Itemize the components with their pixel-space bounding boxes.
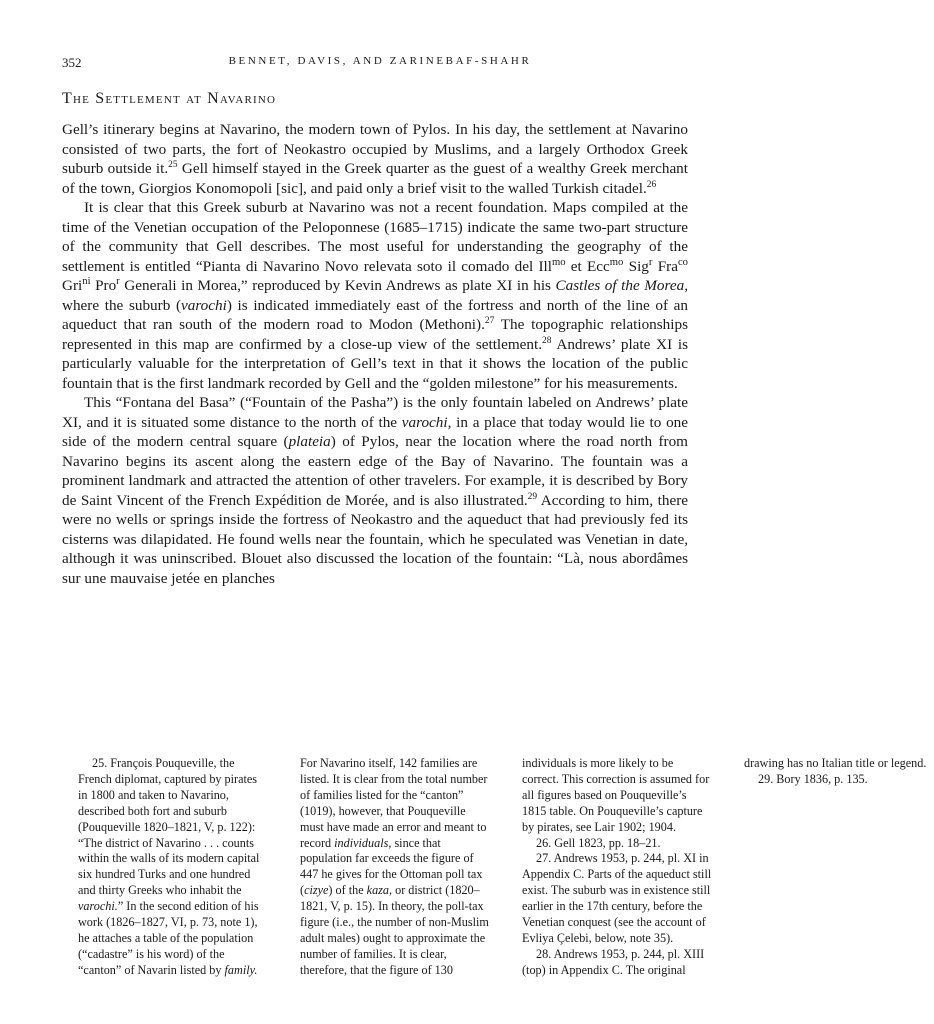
footnote-ref: 25	[168, 159, 178, 170]
footnote-ref: 29	[527, 491, 538, 502]
footnotes	[78, 756, 927, 981]
body-text	[62, 120, 688, 588]
footnote-ref: 28	[542, 335, 552, 346]
section-title: The Settlement at Navarino	[62, 90, 277, 107]
body-paragraph: It is clear that this Greek suburb at Navarino was not a recent foundation. Maps compiled at the time of the Venetian occupation of the Peloponnese (1685–1715) indicate the same two-part structure of the community that Gell describes. The most useful for understanding the geography of the settlement is entitled “Pianta di Navarino Novo relevata soto il comado del Ill$^{mo}$ et Ecc$^{mo}$ Sig$^r$ Fra$^{co}$ Gri$^{ni}$ Pro$^r$ Generali in Morea,” reproduced by Kevin Andrews as plate XI in his Castles of the Morea, where the suburb (varochi) is indicated immediately east of the fortress and north of the line of an aqueduct that ran south of the modern road to Modon (Methoni).$^{27}$ The topographic relationships represented in this map are confirmed by a close-up view of the settlement.$^{28}$ Andrews’ plate XI is particularly valuable for the interpretation of Gell’s text in that it shows the location of the public fountain that is the first landmark recorded by Gell and the “golden milestone” for his measurements.	[62, 199, 689, 392]
footnote-ref: 26	[646, 179, 657, 190]
footnote-25: 25. François Pouqueville, the French diplomat, captured by pirates in 1800 and taken to Navarino, described both fort and suburb (Pouqueville 1820–1821, V, p. 122): “The district of Navarino . . . counts within the walls of its modern capital six hundred Turks and one hundred and thirty Greeks who inhabit the varochi.” In the second edition of his work (1826–1827, VI, p. 73, note 1), he attaches a table of the population (“cadastre” is his word) of the “canton” of Navarin listed by family. For Navarino itself, 142 families are listed. It is clear from the total number of families listed for the “canton” (1019), however, that Pouqueville must have made an error and meant to record individuals, since that population far exceeds the figure of 447 he gives for the Ottoman poll tax (cizye) of the kaza, or district (1820–1821, V, p. 15). In theory, the poll-tax figure (i.e., the number of non-Muslim adult males) ought to approximate the number of families. It is clear, therefore, that the figure of 130 individuals is more likely to be correct. This correction is assumed for all figures based on Pouqueville’s 1815 table. On Pouqueville’s capture by pirates, see Lair 1902; 1904.	[78, 756, 710, 977]
footnote-29: 29. Bory 1836, p. 135.	[758, 771, 868, 786]
body-paragraph: This “Fontana del Basa” (“Fountain of the Pasha”) is the only fountain labeled on Andrews’ plate XI, and it is situated some distance to the north of the varochi, in a place that today would lie to one side of the modern central square (plateia) of Pylos, near the location where the road north from Navarino begins its ascent along the eastern edge of the Bay of Navarino. The fountain was a prominent landmark and attracted the attention of other travelers. For example, it is described by Bory de Saint Vincent of the French Expédition de Morée, and is also illustrated.$^{29}$ According to him, there were no wells or springs inside the fortress of Neokastro and the aqueduct that had previously fed its cisterns was dilapidated. He found wells near the fountain, which he speculated was Venetian in date, although it was uninscribed. Blouet also discussed the location of the fountain: “Là, nous abordâmes sur une mauvaise jetée en planches	[62, 394, 688, 587]
body-paragraph: Gell’s itinerary begins at Navarino, the modern town of Pylos. In his day, the settlement at Navarino consisted of two parts, the fort of Neokastro occupied by Muslims, and a largely Orthodox Greek suburb outside it.$^{25}$ Gell himself stayed in the Greek quarter as the guest of a wealthy Greek merchant of the town, Giorgios Konomopoli [sic], and paid only a brief visit to the walled Turkish citadel.$^{26}$	[62, 121, 688, 197]
page-header	[62, 55, 698, 71]
footnote-28: 28. Andrews 1953, p. 244, pl. XIII (top) in Appendix C. The original drawing has no Italian title or legend.	[522, 756, 927, 977]
running-head: BENNET, DAVIS, AND ZARINEBAF-SHAHR	[228, 55, 532, 67]
footnote-26: 26. Gell 1823, pp. 18–21.	[536, 835, 661, 850]
page-number: 352	[62, 55, 82, 70]
footnote-ref: 27	[484, 315, 495, 326]
footnote-27: 27. Andrews 1953, p. 244, pl. XI in Appendix C. Parts of the aqueduct still exist. The suburb was in existence still earlier in the 17th century, before the Venetian conquest (see the account of Evliya Çelebi, below, note 35).	[522, 851, 712, 945]
